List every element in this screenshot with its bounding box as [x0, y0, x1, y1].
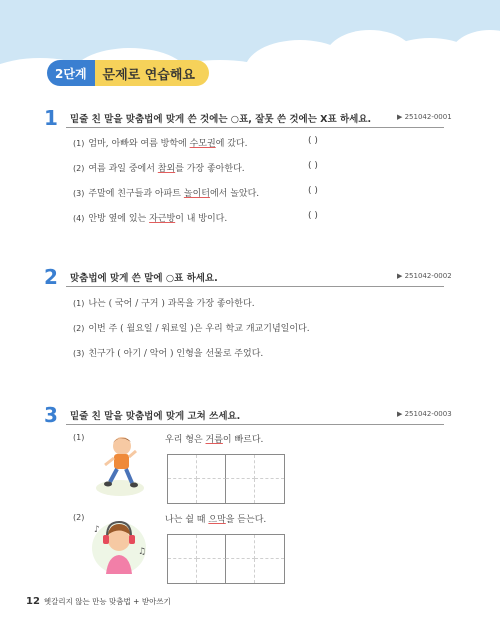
question-1-instruction: 밑줄 친 말을 맞춤법에 맞게 쓴 것에는 ○표, 잘못 쓴 것에는 X표 하세요. — [70, 114, 372, 125]
q2-item-3: (3) 친구가 ( 아기 / 악어 ) 인형을 선물로 주었다. — [73, 349, 264, 359]
question-2-divider — [66, 286, 444, 287]
stage-number: 2단계 — [47, 60, 95, 86]
question-3-number: 3 — [44, 403, 58, 427]
q1-item-4: (4) 안방 옆에 있는 자근방이 내 방이다. — [73, 214, 228, 224]
q3-item-1-number: (1) — [73, 433, 85, 442]
q3-item-2-sentence: 나는 쉴 때 으막을 듣는다. — [165, 515, 267, 525]
q3-item-1-writing-grid[interactable] — [167, 454, 285, 504]
q1-item-1: (1) 엄마, 아빠와 여름 방학에 수모권에 갔다. — [73, 139, 248, 149]
svg-text:♫: ♫ — [138, 547, 147, 557]
question-3-code: ▶ 251042-0003 — [397, 410, 452, 418]
svg-text:♪: ♪ — [94, 525, 100, 535]
q1-item-1-answer-blank[interactable]: ( ) — [308, 136, 318, 146]
question-2-instruction: 맞춤법에 맞게 쓴 말에 ○표 하세요. — [70, 273, 218, 284]
book-title: 헷갈리지 않는 만능 맞춤법 + 받아쓰기 — [43, 597, 171, 606]
q1-item-4-answer-blank[interactable]: ( ) — [308, 211, 318, 221]
q1-item-4-underlined: 자근방 — [149, 214, 176, 224]
q3-item-2-writing-grid[interactable] — [167, 534, 285, 584]
running-boy-illustration — [92, 432, 148, 498]
question-1-code: ▶ 251042-0001 — [397, 113, 452, 121]
girl-headphones-illustration — [88, 512, 150, 578]
stage-badge — [47, 60, 209, 86]
q3-item-1-sentence: 우리 형은 거름이 빠르다. — [165, 435, 264, 445]
q1-item-3-underlined: 놀이터 — [183, 189, 210, 199]
page-number: 12 — [26, 596, 40, 607]
q1-item-2-answer-blank[interactable]: ( ) — [308, 161, 318, 171]
question-1-number: 1 — [44, 106, 58, 130]
q1-item-2-underlined: 참외 — [157, 164, 176, 174]
q1-item-2: (2) 여름 과일 중에서 참외를 가장 좋아한다. — [73, 164, 245, 174]
q1-item-1-underlined: 수모권 — [189, 139, 216, 149]
question-2-code: ▶ 251042-0002 — [397, 272, 452, 280]
question-2-number: 2 — [44, 265, 58, 289]
q3-item-2-number: (2) — [73, 513, 85, 522]
q3-item-1-underlined: 거름 — [205, 435, 223, 445]
stage-title: 문제로 연습해요 — [95, 60, 209, 86]
question-3-divider — [66, 424, 444, 425]
question-3-instruction: 밑줄 친 말을 맞춤법에 맞게 고쳐 쓰세요. — [70, 411, 241, 422]
q1-item-3: (3) 주말에 친구들과 아파트 놀이터에서 놀았다. — [73, 189, 260, 199]
q2-item-1: (1) 나는 ( 국어 / 구거 ) 과목을 가장 좋아한다. — [73, 299, 255, 309]
q3-item-2-underlined: 으막 — [208, 515, 226, 525]
page-footer — [26, 596, 171, 607]
q2-item-2: (2) 이번 주 ( 월요일 / 워료일 )은 우리 학교 개교기념일이다. — [73, 324, 310, 334]
question-1-divider — [66, 127, 444, 128]
q1-item-3-answer-blank[interactable]: ( ) — [308, 186, 318, 196]
